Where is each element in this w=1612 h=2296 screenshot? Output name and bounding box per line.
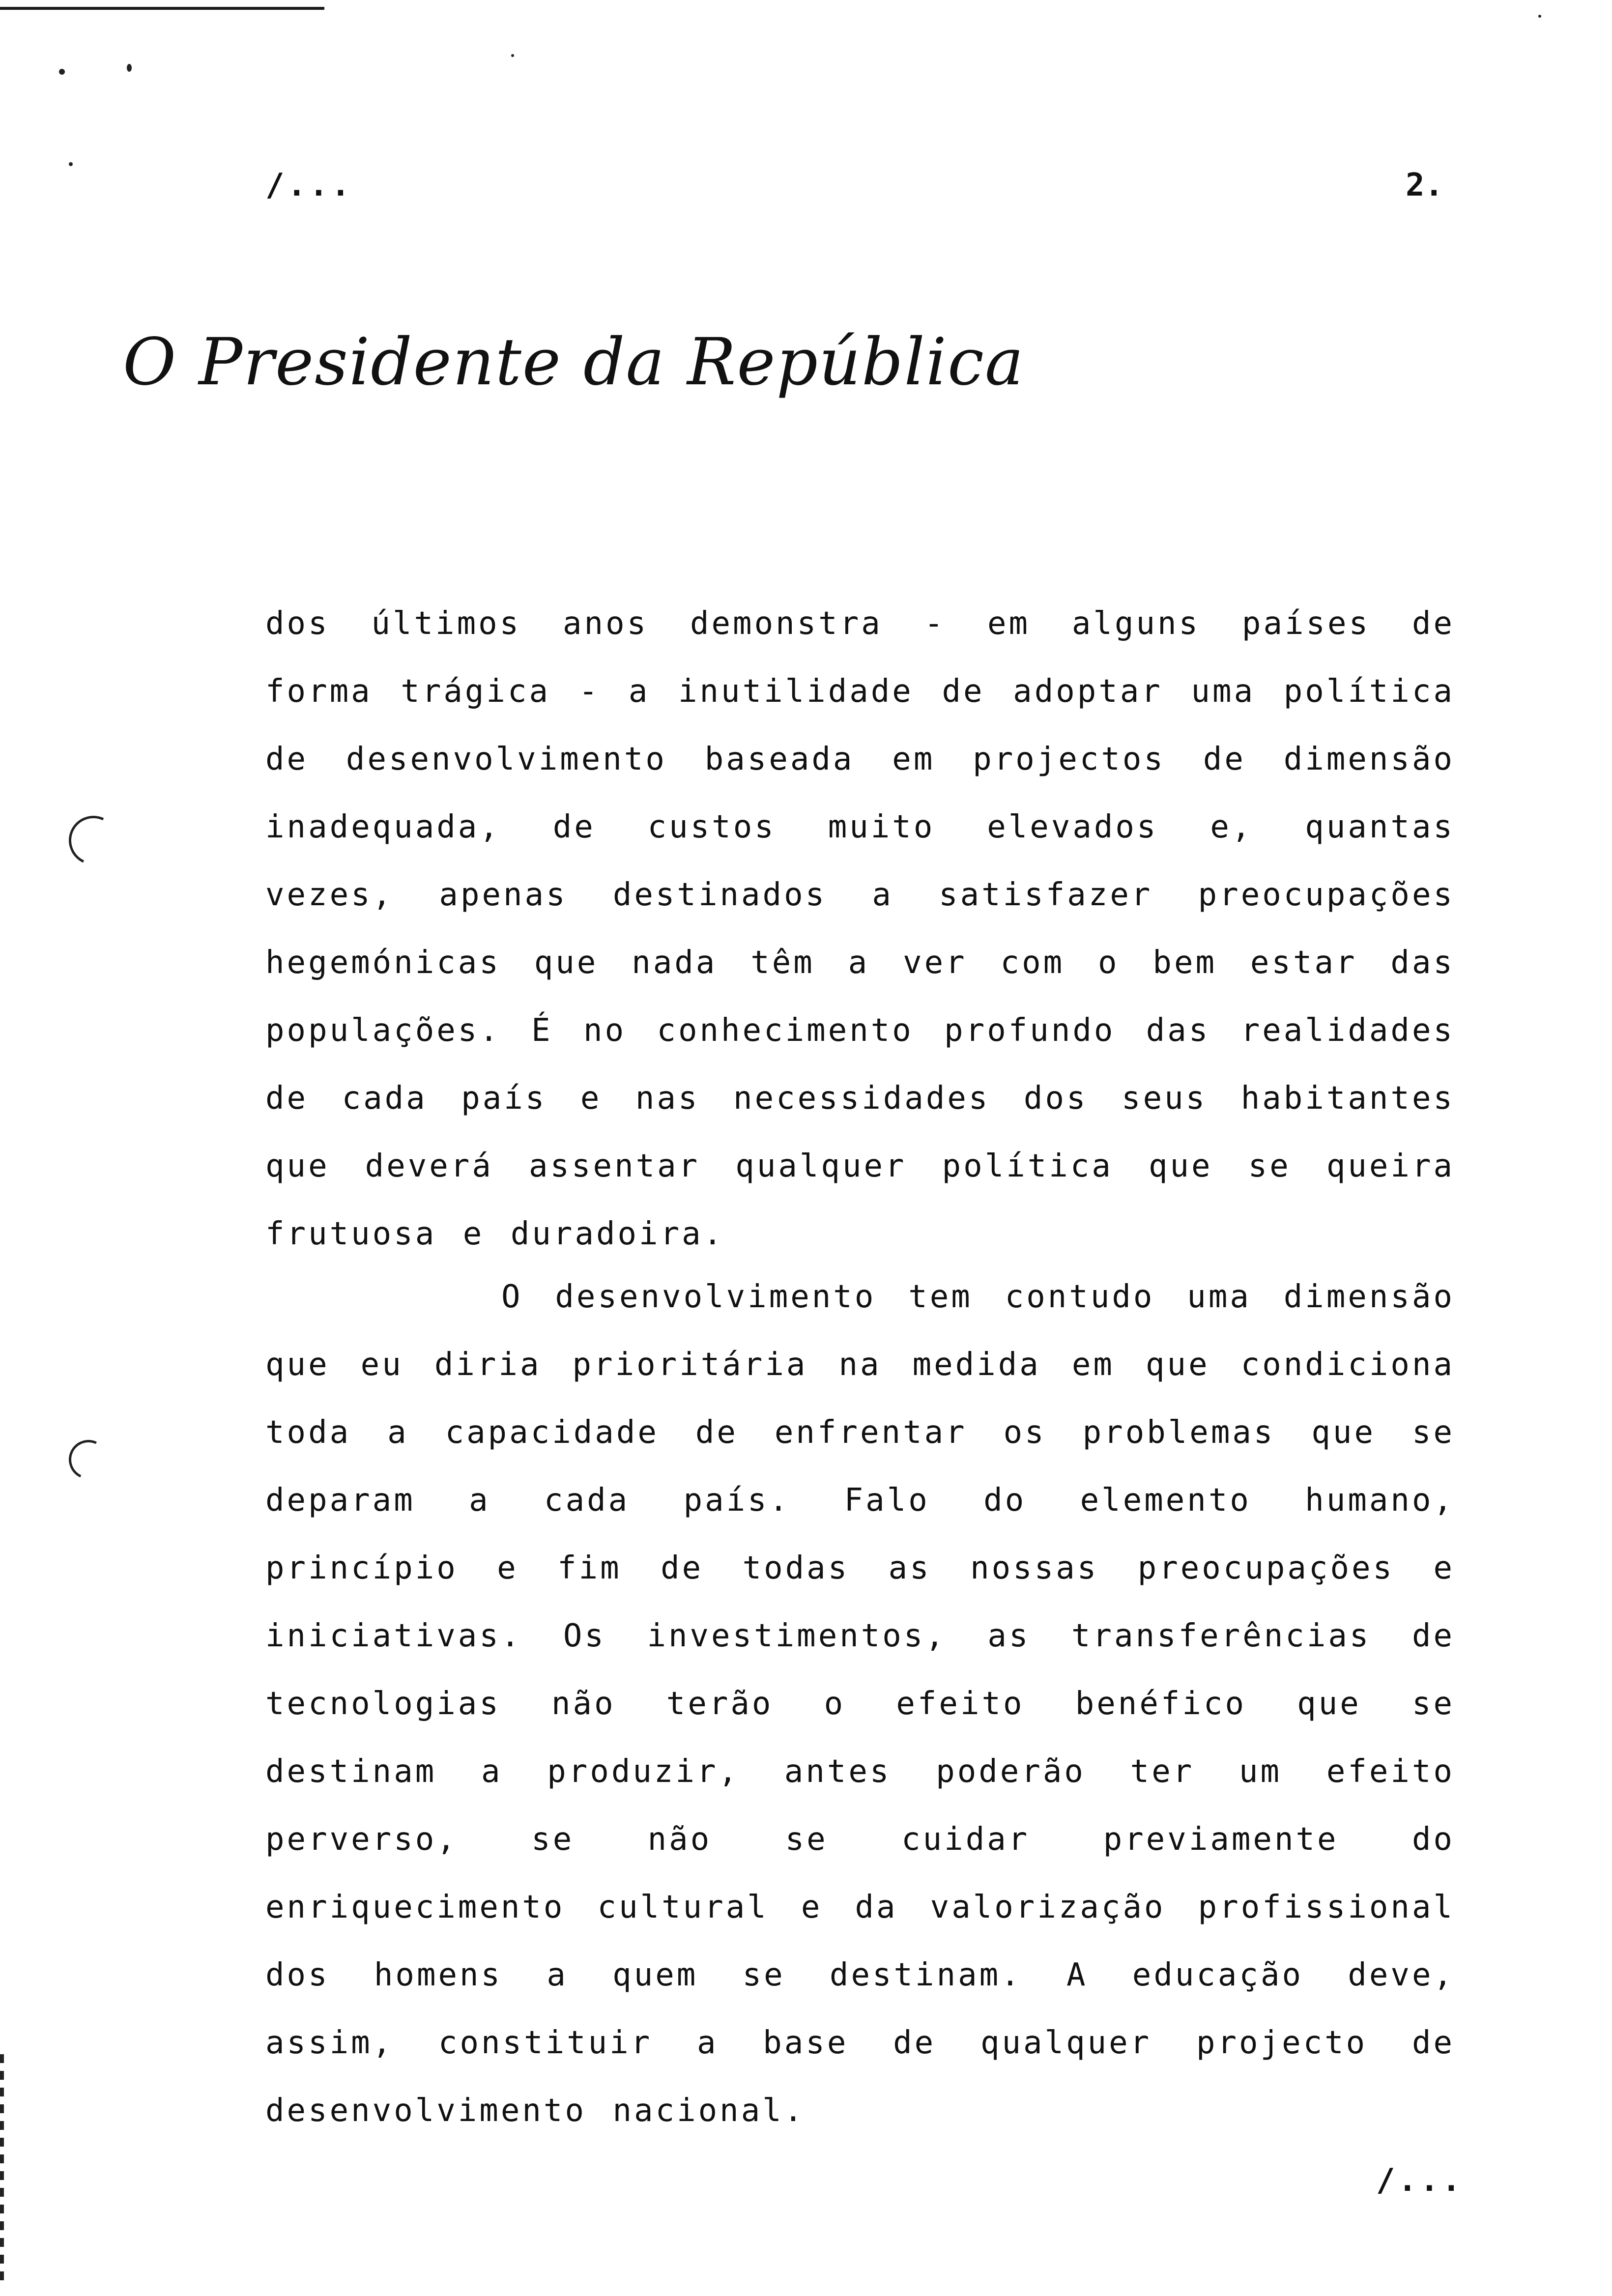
margin-pencil-mark xyxy=(63,1435,114,1485)
scan-speck xyxy=(511,54,514,57)
scan-speck xyxy=(127,64,132,72)
scan-left-edge-marks xyxy=(0,2054,4,2280)
page-number: 2. xyxy=(1406,167,1444,203)
scan-speck xyxy=(69,162,73,166)
paragraph-1: dos últimos anos demonstra - em alguns países de forma trágica - a inutilidade de adoptar uma política de desenvolvimento baseada em projectos de dimensão inadequada, de custos muito elevados e, quantas vezes, apenas destinados a satisfazer preocupações hegemónicas que nada têm a ver com o bem estar das populações. É no conhecimento profundo das realidades de cada país e nas necessidades dos seus habitantes que deverá assentar qualquer política que se queira frutuosa e duradoira. xyxy=(265,605,1455,1252)
scan-speck xyxy=(1538,15,1541,18)
paragraph-2: O desenvolvimento tem contudo uma dimensão que eu diria prioritária na medida em que condiciona toda a capacidade de enfrentar os problemas que se deparam a cada país. Falo do elemento humano, princípio e fim de todas as nossas preocupações e iniciativas. Os investimentos, as transferências de tecnologias não terão o efeito benéfico que se destinam a produzir, antes poderão ter um efeito perverso, se não se cuidar previamente do enriquecimento cultural e da valorização profissional dos homens a quem se destinam. A educação deve, assim, constituir a base de qualquer projecto de desenvolvimento nacional. xyxy=(265,1279,1455,2129)
continuation-mark-bottom: /... xyxy=(1376,2162,1464,2199)
letterhead-title: O Presidente da República xyxy=(123,324,1025,400)
margin-pencil-mark xyxy=(62,809,125,872)
scan-speck xyxy=(59,69,65,75)
scan-top-rule xyxy=(0,7,324,10)
continuation-mark-top: /... xyxy=(265,167,353,203)
